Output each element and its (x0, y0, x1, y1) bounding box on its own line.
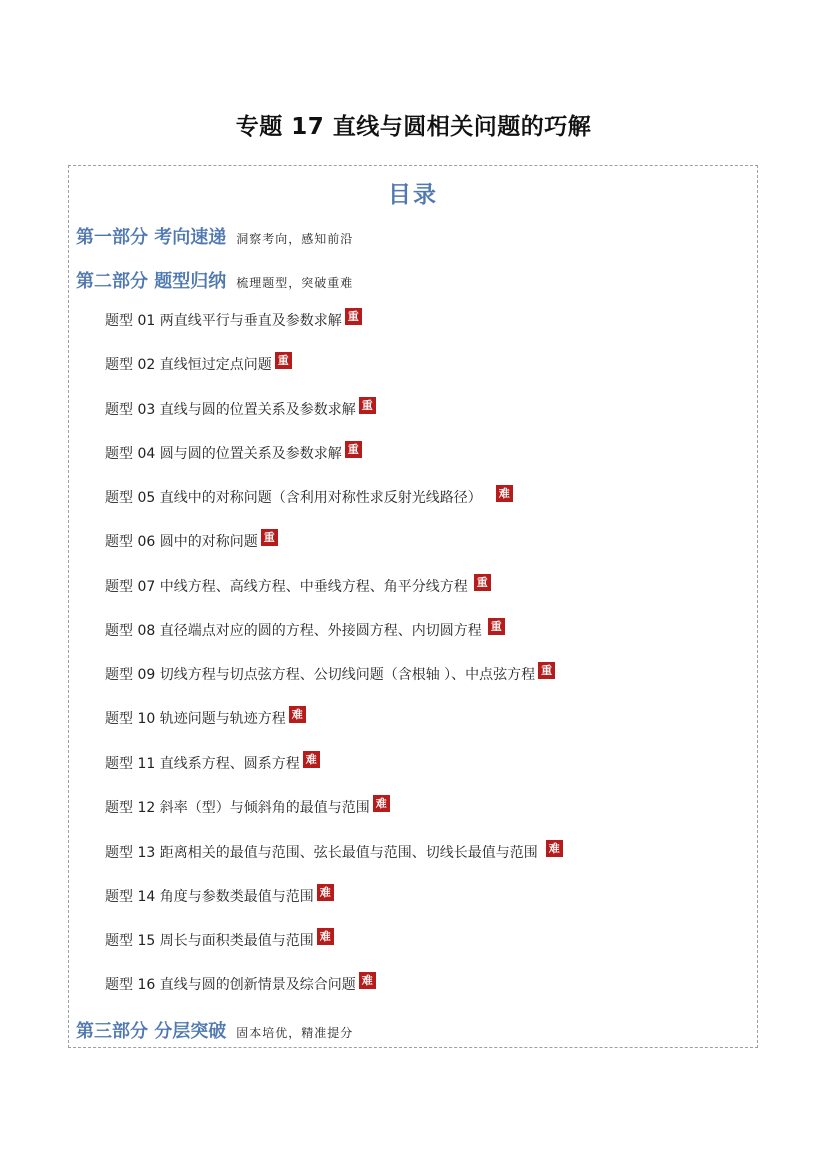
item-label: 题型 07 中线方程、高线方程、中垂线方程、角平分线方程 (105, 579, 468, 595)
difficult-badge: 难 (496, 485, 513, 502)
item-label: 题型 14 角度与参数类最值与范围 (105, 889, 314, 905)
toc-part-1[interactable] (76, 223, 353, 249)
toc-part-2[interactable] (76, 267, 353, 293)
toc-item-11[interactable] (105, 753, 320, 773)
item-label: 题型 08 直径端点对应的圆的方程、外接圆方程、内切圆方程 (105, 623, 482, 639)
key-badge: 重 (488, 618, 505, 635)
toc-heading: 目录 (388, 182, 438, 208)
toc-item-13[interactable] (105, 842, 563, 862)
part-subtitle: 固本培优，精准提分 (236, 1026, 354, 1040)
difficult-badge: 难 (289, 706, 306, 723)
table-of-contents (68, 165, 758, 1048)
toc-item-14[interactable] (105, 886, 334, 906)
toc-part-3[interactable] (76, 1017, 353, 1043)
toc-item-10[interactable] (105, 708, 306, 728)
item-label: 题型 03 直线与圆的位置关系及参数求解 (105, 402, 356, 418)
key-badge: 重 (345, 441, 362, 458)
key-badge: 重 (275, 352, 292, 369)
item-label: 题型 01 两直线平行与垂直及参数求解 (105, 313, 342, 329)
item-label: 题型 10 轨迹问题与轨迹方程 (105, 711, 286, 727)
difficult-badge: 难 (317, 884, 334, 901)
difficult-badge: 难 (546, 840, 563, 857)
part-subtitle: 洞察考向，感知前沿 (236, 232, 354, 246)
difficult-badge: 难 (317, 928, 334, 945)
item-label: 题型 09 切线方程与切点弦方程、公切线问题（含根轴 ）、中点弦方程 (105, 667, 536, 683)
key-badge: 重 (474, 574, 491, 591)
item-label: 题型 12 斜率（型）与倾斜角的最值与范围 (105, 800, 370, 816)
part-subtitle: 梳理题型，突破重难 (236, 276, 354, 290)
toc-item-04[interactable] (105, 443, 362, 463)
item-label: 题型 05 直线中的对称问题（含利用对称性求反射光线路径） (105, 490, 482, 506)
toc-item-02[interactable] (105, 354, 292, 374)
difficult-badge: 难 (359, 972, 376, 989)
toc-item-03[interactable] (105, 399, 376, 419)
toc-item-01[interactable] (105, 310, 362, 330)
key-badge: 重 (538, 662, 555, 679)
key-badge: 重 (359, 397, 376, 414)
toc-item-15[interactable] (105, 930, 334, 950)
toc-item-06[interactable] (105, 531, 278, 551)
toc-item-09[interactable] (105, 664, 555, 684)
toc-item-08[interactable] (105, 620, 505, 640)
key-badge: 重 (261, 529, 278, 546)
item-label: 题型 06 圆中的对称问题 (105, 534, 258, 550)
item-label: 题型 15 周长与面积类最值与范围 (105, 933, 314, 949)
item-label: 题型 16 直线与圆的创新情景及综合问题 (105, 977, 356, 993)
part-title: 第三部分 分层突破 (76, 1021, 227, 1042)
toc-item-16[interactable] (105, 974, 376, 994)
difficult-badge: 难 (303, 751, 320, 768)
item-label: 题型 02 直线恒过定点问题 (105, 357, 272, 373)
item-label: 题型 13 距离相关的最值与范围、弦长最值与范围、切线长最值与范围 (105, 845, 538, 861)
item-label: 题型 04 圆与圆的位置关系及参数求解 (105, 446, 342, 462)
part-title: 第二部分 题型归纳 (76, 271, 227, 292)
page-title: 专题 17 直线与圆相关问题的巧解 (235, 114, 592, 140)
toc-item-07[interactable] (105, 576, 491, 596)
part-title: 第一部分 考向速递 (76, 227, 227, 248)
key-badge: 重 (345, 308, 362, 325)
toc-item-12[interactable] (105, 797, 390, 817)
toc-item-05[interactable] (105, 487, 513, 507)
item-label: 题型 11 直线系方程、圆系方程 (105, 756, 300, 772)
difficult-badge: 难 (373, 795, 390, 812)
